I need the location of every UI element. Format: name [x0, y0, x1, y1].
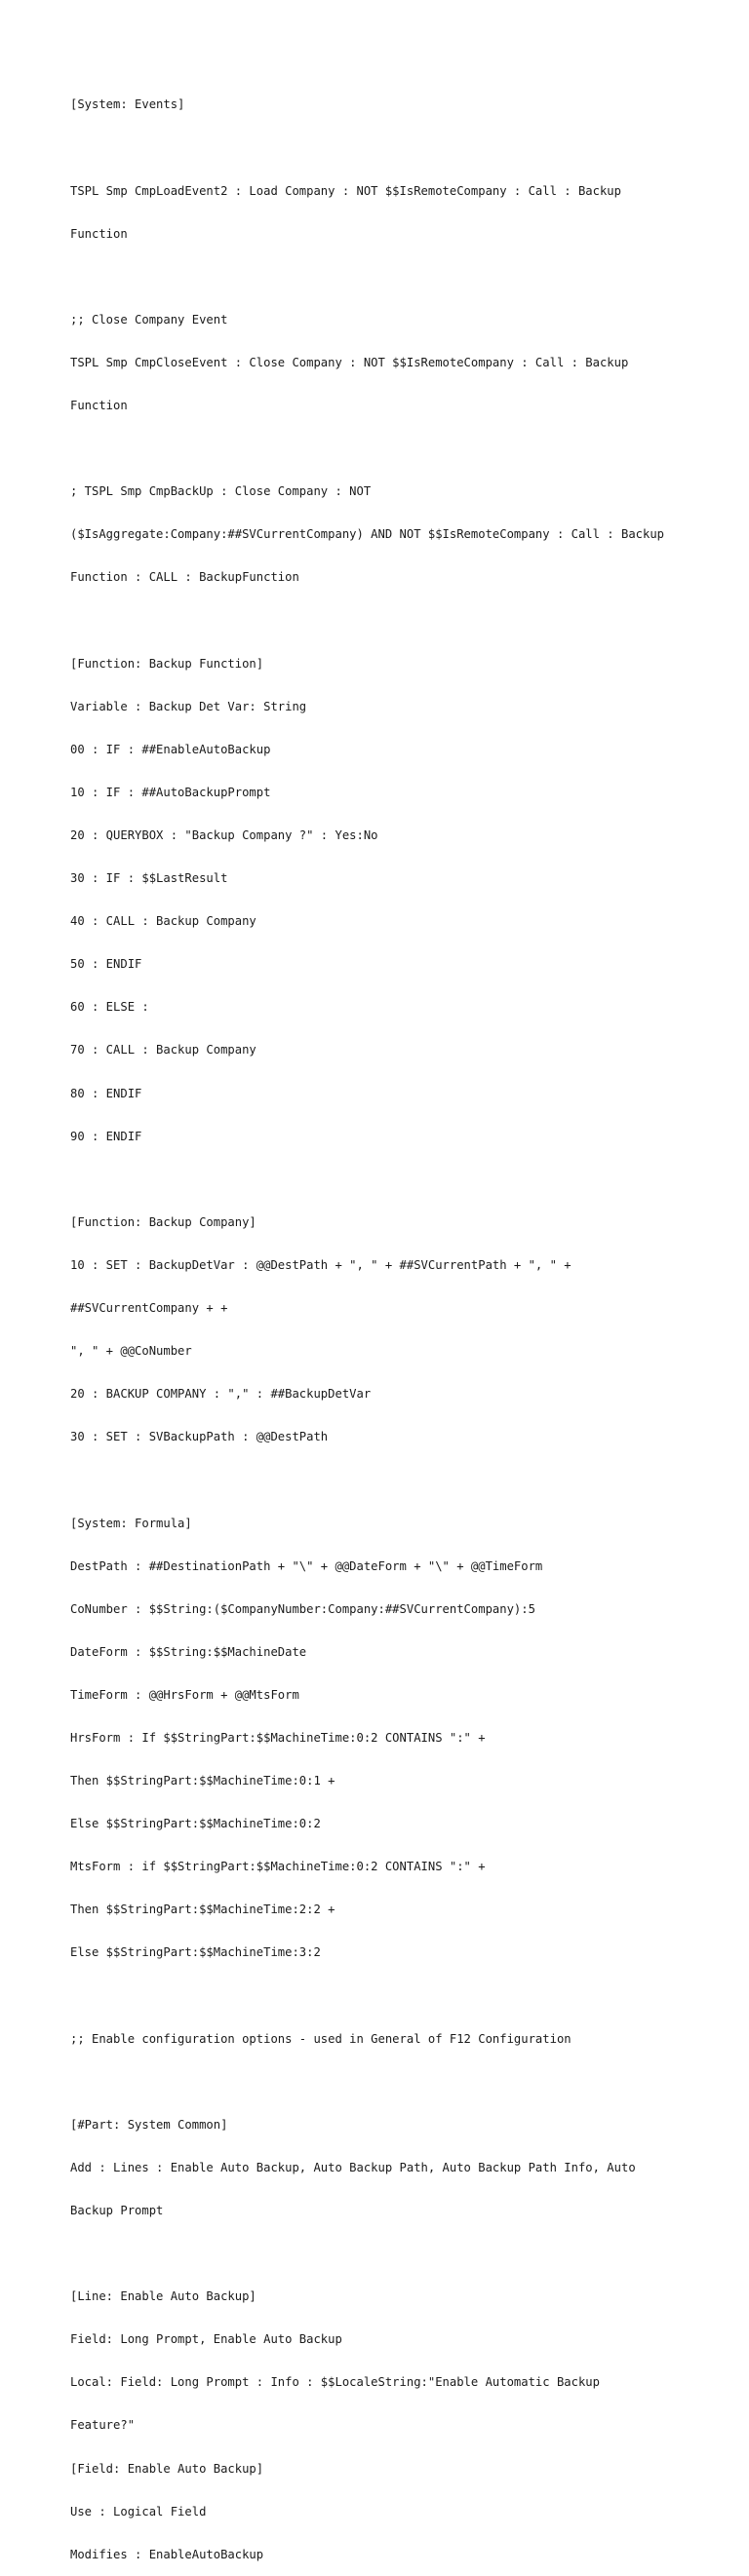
blank-line — [70, 2247, 694, 2261]
blank-line — [70, 1473, 694, 1487]
doc-line: 70 : CALL : Backup Company — [70, 1043, 256, 1057]
doc-line: Local: Field: Long Prompt : Info : $$LocaleString:"Enable Automatic Backup — [70, 2375, 600, 2390]
doc-line: HrsForm : If $$StringPart:$$MachineTime:0:2 CONTAINS ":" + — [70, 1730, 486, 1745]
doc-line: [System: Formula] — [70, 1516, 192, 1530]
blank-line — [70, 1989, 694, 2004]
doc-line: Then $$StringPart:$$MachineTime:2:2 + — [70, 1903, 335, 1917]
doc-line: Add : Lines : Enable Auto Backup, Auto Backup Path, Auto Backup Path Info, Auto — [70, 2160, 636, 2174]
doc-line: [Function: Backup Company] — [70, 1214, 256, 1229]
doc-line: Then $$StringPart:$$MachineTime:0:1 + — [70, 1774, 335, 1788]
doc-line: ($IsAggregate:Company:##SVCurrentCompany) AND NOT $$IsRemoteCompany : Call : Backup — [70, 527, 665, 542]
doc-line: 50 : ENDIF — [70, 957, 142, 972]
doc-line: [System: Events] — [70, 97, 185, 112]
doc-line: Variable : Backup Det Var: String — [70, 699, 307, 713]
doc-line: TimeForm : @@HrsForm + @@MtsForm — [70, 1687, 299, 1702]
doc-line: Else $$StringPart:$$MachineTime:0:2 — [70, 1817, 321, 1831]
doc-line: [#Part: System Common] — [70, 2117, 228, 2132]
blank-line — [70, 141, 694, 156]
doc-line: 30 : IF : $$LastResult — [70, 871, 228, 886]
doc-line: Feature?" — [70, 2418, 136, 2433]
doc-line: 20 : BACKUP COMPANY : "," : ##BackupDetVar — [70, 1387, 372, 1402]
doc-line: DateForm : $$String:$$MachineDate — [70, 1644, 307, 1659]
doc-line: ;; Close Company Event — [70, 312, 228, 327]
doc-line: 20 : QUERYBOX : "Backup Company ?" : Yes:No — [70, 828, 378, 842]
blank-line — [70, 2075, 694, 2090]
doc-line: MtsForm : if $$StringPart:$$MachineTime:0:2 CONTAINS ":" + — [70, 1860, 486, 1874]
doc-line: 10 : SET : BackupDetVar : @@DestPath + ", " + ##SVCurrentPath + ", " + — [70, 1257, 572, 1272]
doc-line: ##SVCurrentCompany + + — [70, 1301, 228, 1316]
doc-line: 80 : ENDIF — [70, 1086, 142, 1100]
doc-line: 00 : IF : ##EnableAutoBackup — [70, 742, 271, 756]
doc-line: [Field: Enable Auto Backup] — [70, 2461, 264, 2476]
doc-line: [Function: Backup Function] — [70, 656, 264, 671]
doc-line: DestPath : ##DestinationPath + "\" + @@DateForm + "\" + @@TimeForm — [70, 1558, 543, 1573]
doc-line: TSPL Smp CmpCloseEvent : Close Company : NOT $$IsRemoteCompany : Call : Backup — [70, 355, 629, 369]
blank-line — [70, 1173, 694, 1187]
doc-line: 30 : SET : SVBackupPath : @@DestPath — [70, 1430, 329, 1444]
document-body — [70, 69, 694, 2576]
doc-line: Function : CALL : BackupFunction — [70, 570, 299, 585]
doc-line: ; TSPL Smp CmpBackUp : Close Company : NOT — [70, 484, 372, 499]
doc-line: [Line: Enable Auto Backup] — [70, 2289, 256, 2304]
blank-line — [70, 614, 694, 629]
doc-line: Modifies : EnableAutoBackup — [70, 2547, 264, 2561]
doc-line: Function — [70, 399, 128, 413]
doc-line: Function — [70, 226, 128, 241]
doc-line: 10 : IF : ##AutoBackupPrompt — [70, 785, 271, 799]
blank-line — [70, 270, 694, 285]
doc-line: 60 : ELSE : — [70, 1000, 149, 1015]
doc-line: TSPL Smp CmpLoadEvent2 : Load Company : NOT $$IsRemoteCompany : Call : Backup — [70, 183, 621, 198]
doc-line: Use : Logical Field — [70, 2504, 207, 2518]
doc-line: ;; Enable configuration options - used in General of F12 Configuration — [70, 2031, 572, 2046]
doc-line: ", " + @@CoNumber — [70, 1344, 192, 1359]
doc-line: 40 : CALL : Backup Company — [70, 914, 256, 929]
blank-line — [70, 442, 694, 456]
doc-line: CoNumber : $$String:($CompanyNumber:Company:##SVCurrentCompany):5 — [70, 1601, 535, 1616]
doc-line: Field: Long Prompt, Enable Auto Backup — [70, 2332, 342, 2347]
doc-line: Else $$StringPart:$$MachineTime:3:2 — [70, 1945, 321, 1960]
doc-line: Backup Prompt — [70, 2204, 164, 2217]
doc-line: 90 : ENDIF — [70, 1129, 142, 1143]
